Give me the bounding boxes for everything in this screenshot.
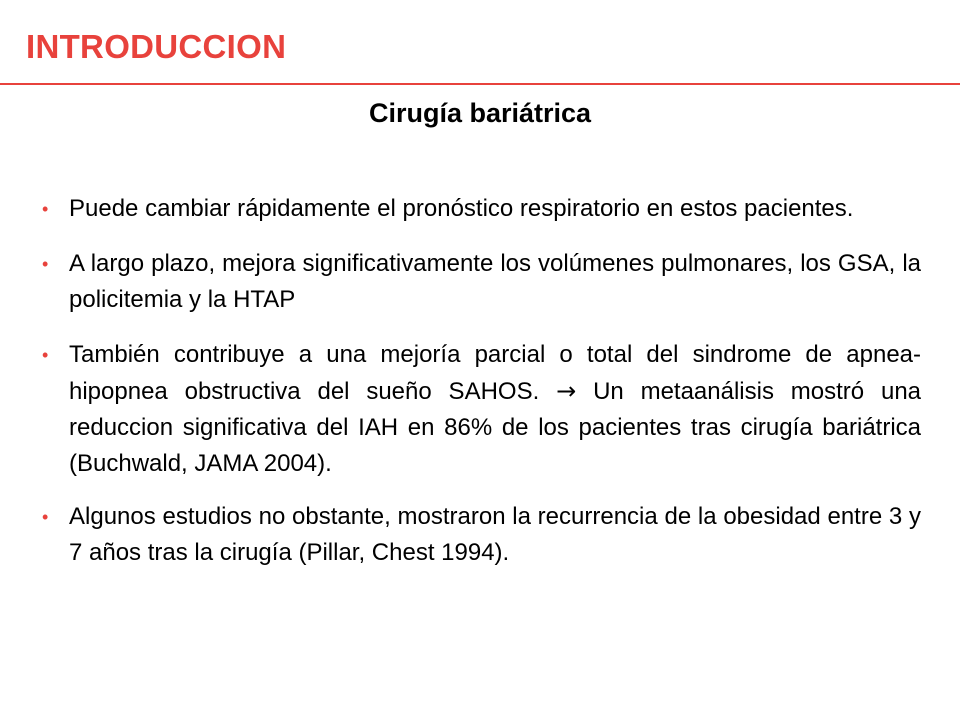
bullet-text: A largo plazo, mejora significativamente los volúmenes pulmonares, los GSA, la policitemia y la HTAP (69, 250, 921, 313)
bullet-list (42, 191, 921, 590)
bullet-item (42, 337, 921, 482)
bullet-text: Puede cambiar rápidamente el pronóstico respiratorio en estos pacientes. (69, 195, 854, 222)
arrow-right-icon: → (556, 377, 577, 405)
slide-subtitle: Cirugía bariátrica (368, 98, 592, 128)
bullet-text-continued: Un metaanálisis mostró una reduccion significativa del IAH en 86% de los pacientes tras cirugía bariátrica (Buchwald, JAMA 2004). (69, 378, 922, 477)
bullet-item (42, 499, 921, 571)
bullet-dot-icon: • (42, 507, 49, 527)
bullet-text: Algunos estudios no obstante, mostraron la recurrencia de la obesidad entre 3 y 7 años tras la cirugía (Pillar, Chest 1994). (69, 503, 921, 566)
bullet-dot-icon: • (42, 254, 49, 274)
bullet-item (42, 191, 921, 227)
bullet-dot-icon: • (42, 199, 49, 219)
header-divider (0, 83, 960, 85)
slide-header-title: INTRODUCCION (26, 28, 287, 65)
bullet-dot-icon: • (42, 345, 49, 365)
bullet-item (42, 246, 921, 318)
bullet-text: También contribuye a una mejoría parcial o total del sindrome de apnea-hipopnea obstructiva del sueño SAHOS. (69, 341, 921, 405)
